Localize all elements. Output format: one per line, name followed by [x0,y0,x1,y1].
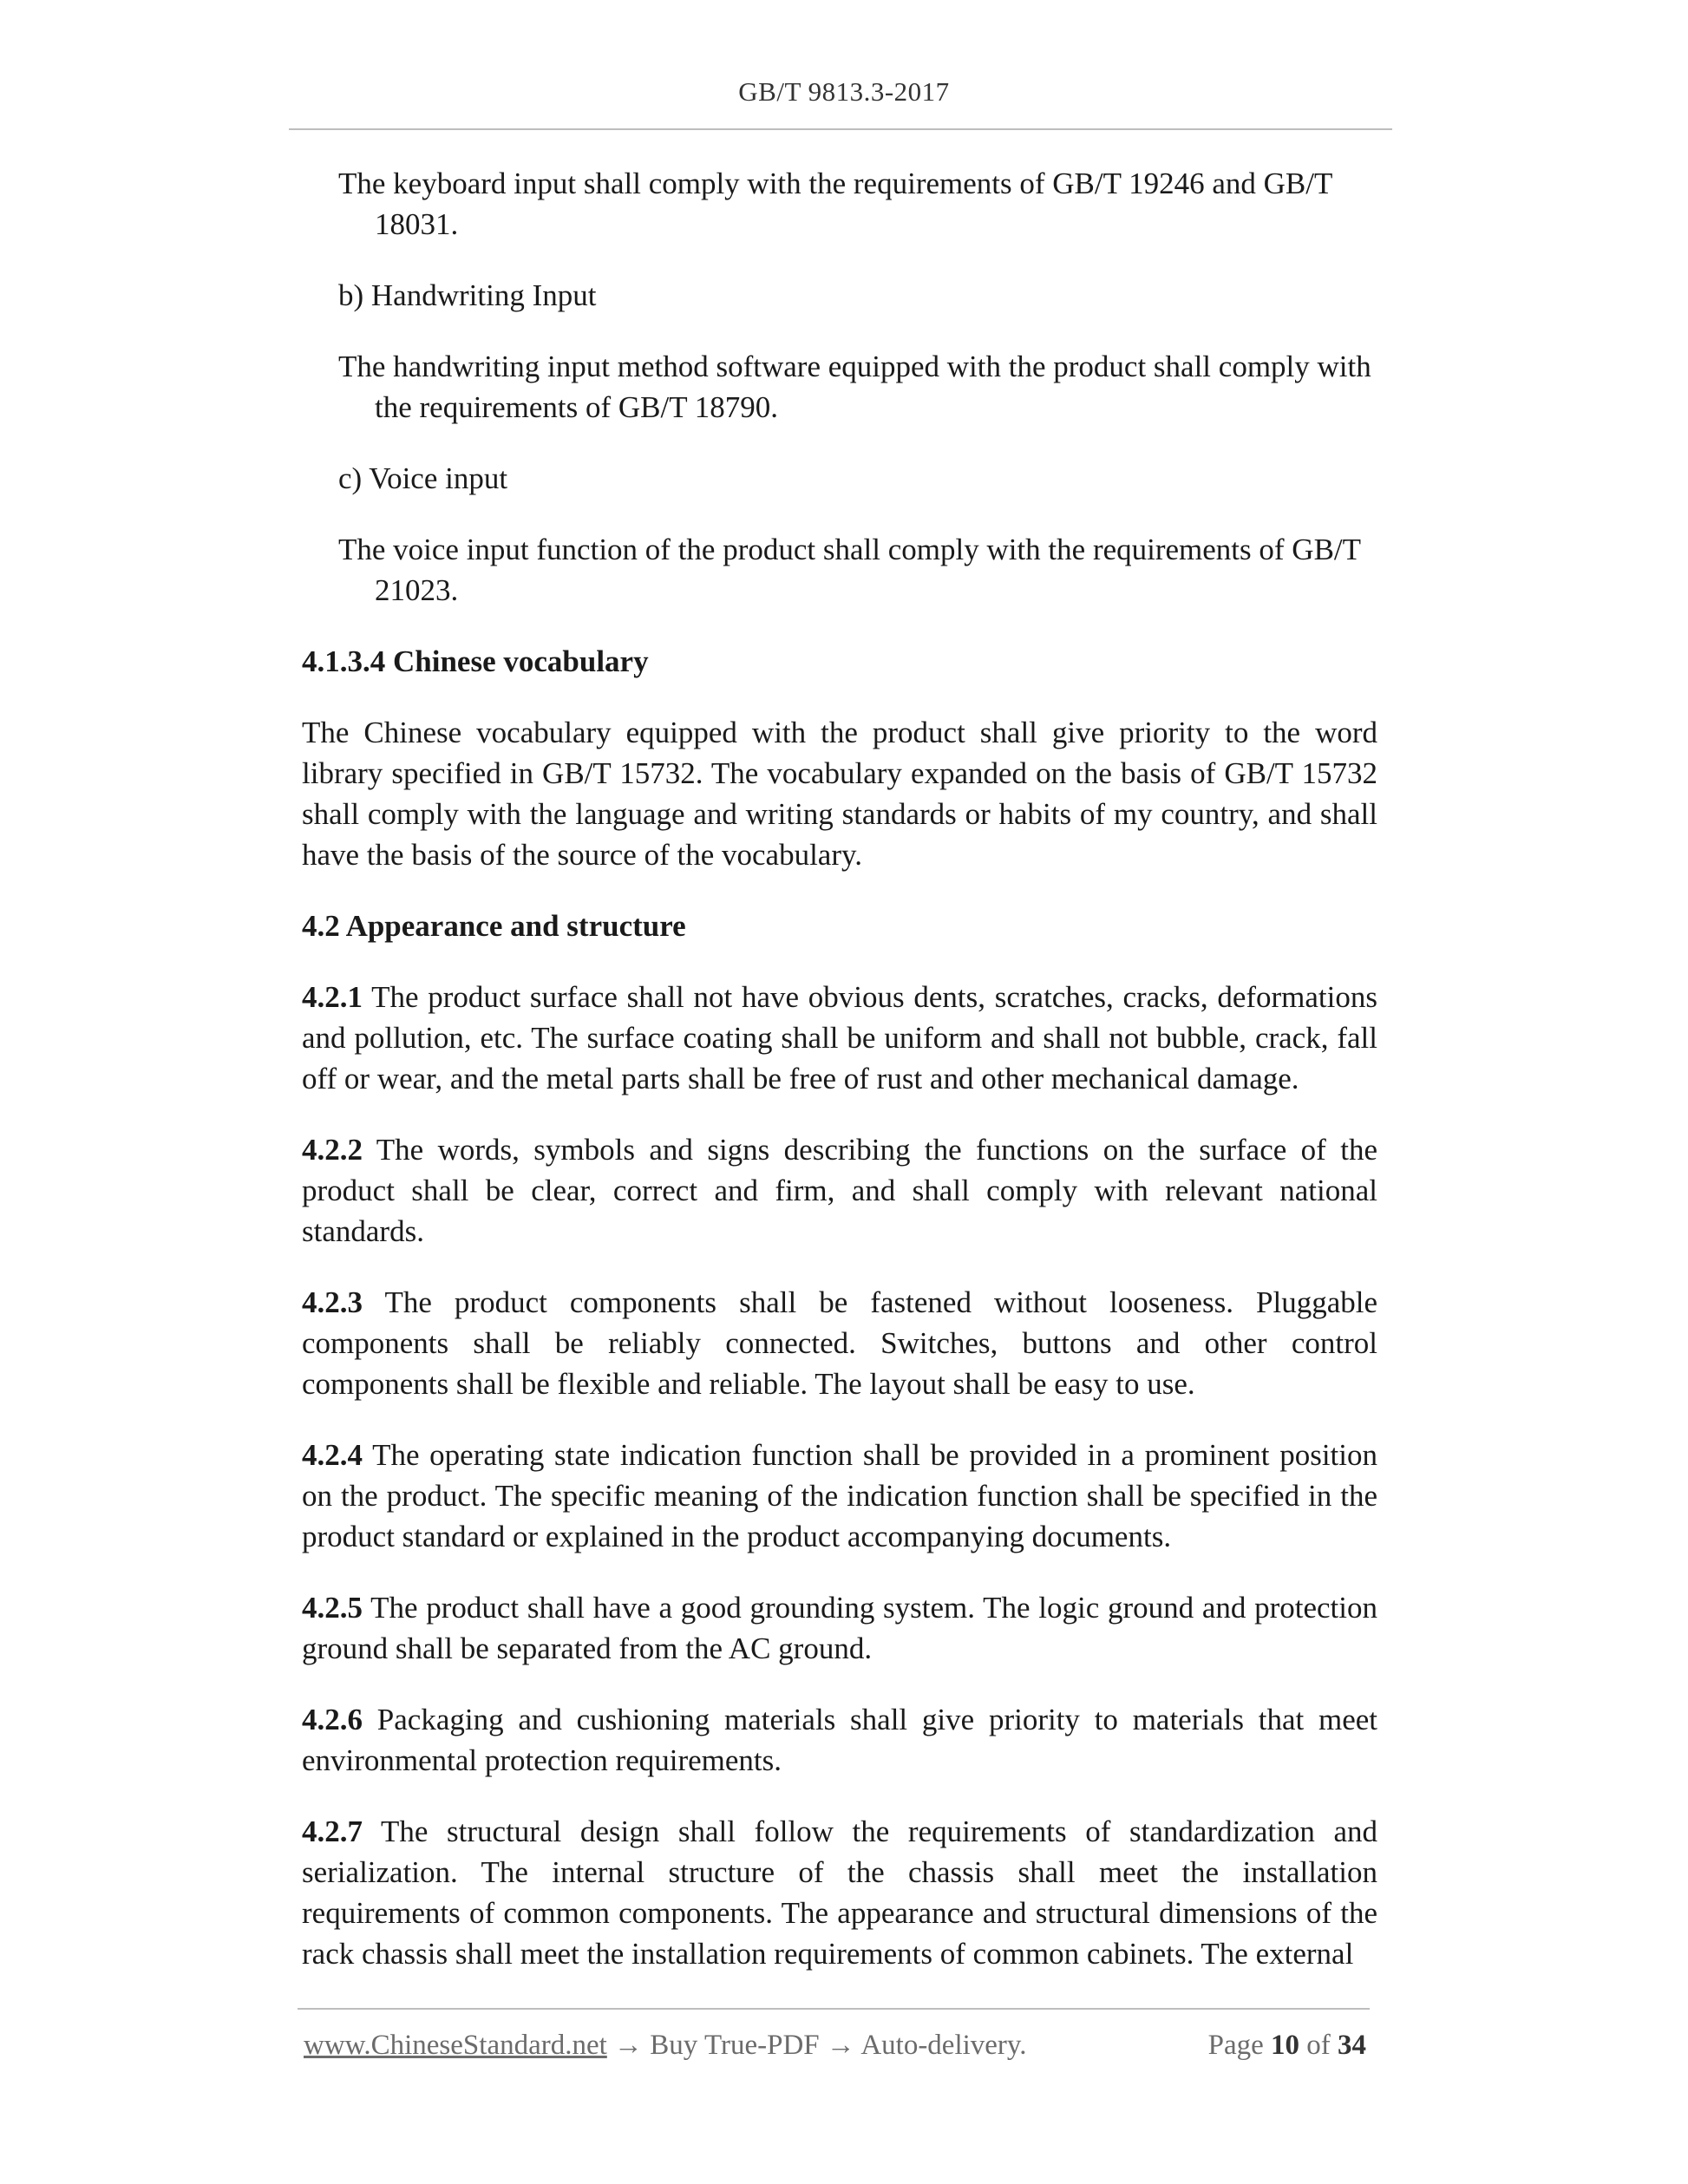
section-425-paragraph [302,1587,1377,1669]
page-total: 34 [1338,2030,1366,2061]
page-label: Page [1207,2030,1264,2061]
section-426-paragraph [302,1699,1377,1781]
section-422-number: 4.2.2 [302,1133,363,1167]
section-427-text: The structural design shall follow the requirements of standardization and serialization. The internal structure of the chassis shall meet the installation requirements of common components. The appearance and structural dimensions of the rack chassis shall meet the installation requirements of common cabinets. The external [302,1815,1377,1971]
section-425-number: 4.2.5 [302,1591,363,1625]
section-424-paragraph [302,1435,1377,1557]
handwriting-input-paragraph: The handwriting input method software equipped with the product shall comply with the requirements of GB/T 18790. [338,350,1371,424]
voice-input-label: c) Voice input [338,461,508,495]
section-422-text: The words, symbols and signs describing the functions on the surface of the product shall be clear, correct and firm, and shall comply with relevant national standards. [302,1133,1377,1248]
section-423-text: The product components shall be fastened without looseness. Pluggable components shall be reliably connected. Switches, buttons and other control components shall be flexible and reliable. The layout shall be easy to use. [302,1285,1377,1401]
section-427-paragraph [302,1811,1377,1974]
section-422-paragraph [302,1129,1377,1252]
document-body [302,163,1377,2004]
section-421-paragraph [302,977,1377,1099]
keyboard-input-paragraph: The keyboard input shall comply with the requirements of GB/T 19246 and GB/T 18031. [338,167,1332,241]
section-421-text: The product surface shall not have obvious dents, scratches, cracks, deformations and pollution, etc. The surface coating shall be uniform and shall not bubble, crack, fall off or wear, and the metal parts shall be free of rust and other mechanical damage. [302,980,1377,1095]
section-421-number: 4.2.1 [302,980,363,1014]
arrow-right-icon: → [614,2030,644,2061]
of-label: of [1306,2030,1331,2061]
section-423-number: 4.2.3 [302,1285,363,1319]
section-423-paragraph [302,1282,1377,1404]
buy-pdf-text: Buy True-PDF [650,2030,820,2061]
auto-delivery-text: Auto-delivery. [860,2030,1027,2061]
footer-promo [304,2030,1027,2062]
voice-input-paragraph: The voice input function of the product shall comply with the requirements of GB/T 21023. [338,533,1361,607]
section-42-heading: 4.2 Appearance and structure [302,909,686,943]
section-425-text: The product shall have a good grounding system. The logic ground and protection ground shall be separated from the AC ground. [302,1591,1377,1665]
section-424-text: The operating state indication function shall be provided in a prominent position on the product. The specific meaning of the indication function shall be specified in the product standard or explained in the product accompanying documents. [302,1438,1377,1553]
header-divider [289,128,1392,130]
page-number: 10 [1271,2030,1299,2061]
section-426-text: Packaging and cushioning materials shall give priority to materials that meet environmental protection requirements. [302,1703,1378,1777]
section-426-number: 4.2.6 [302,1703,363,1736]
footer-divider [298,2008,1370,2010]
section-427-number: 4.2.7 [302,1815,363,1848]
page-header: GB/T 9813.3-2017 [738,76,950,107]
arrow-right-icon: → [826,2030,855,2061]
section-424-number: 4.2.4 [302,1438,363,1472]
website-link[interactable]: www.ChineseStandard.net [304,2030,607,2061]
handwriting-input-label: b) Handwriting Input [338,278,597,312]
section-4134-paragraph: The Chinese vocabulary equipped with the product shall give priority to the word library specified in GB/T 15732. The vocabulary expanded on the basis of GB/T 15732 shall comply with the language and writing standards or habits of my country, and shall have the basis of the source of the vocabulary. [302,716,1377,872]
section-4134-heading: 4.1.3.4 Chinese vocabulary [302,644,649,678]
page-indicator [1208,2030,1366,2062]
